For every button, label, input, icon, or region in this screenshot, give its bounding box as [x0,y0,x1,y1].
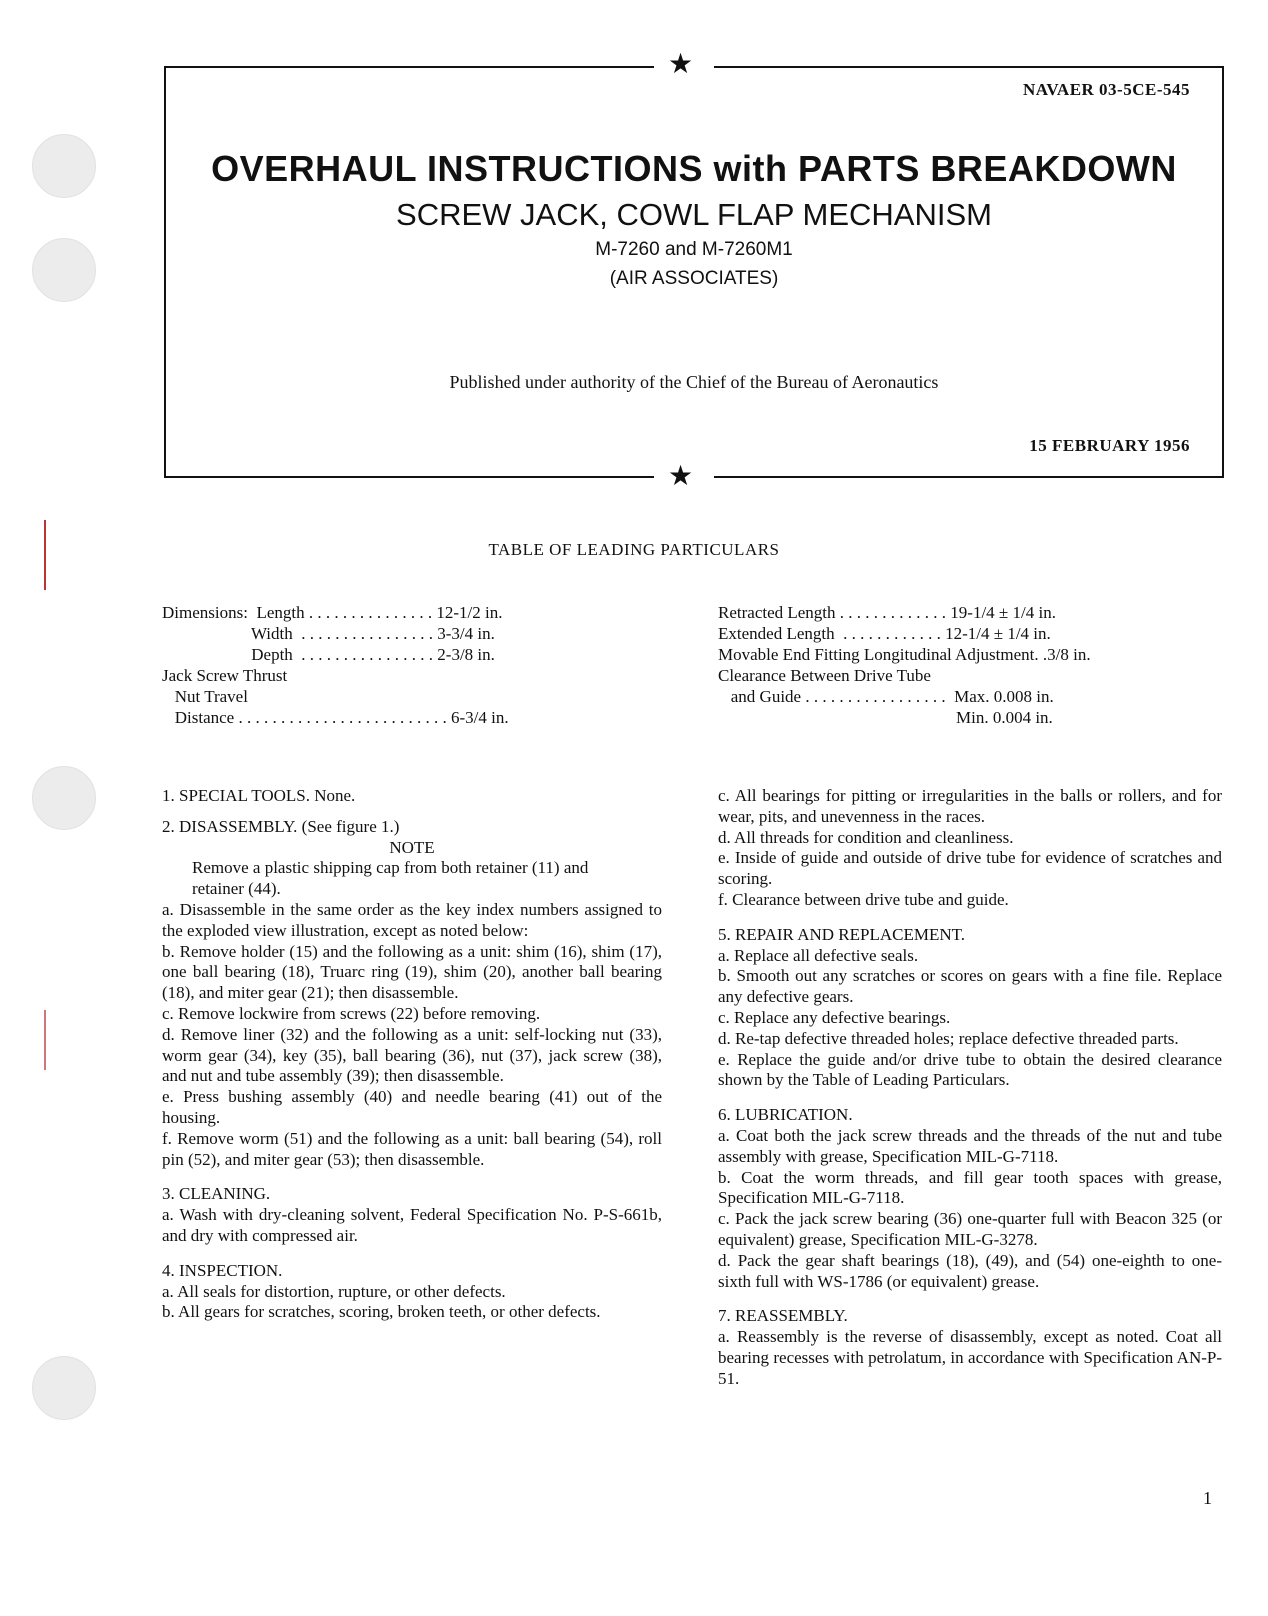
particular-line: and Guide . . . . . . . . . . . . . . . . . Max. 0.008 in. [718,687,1054,706]
star-icon: ★ [668,47,694,80]
particular-line: Clearance Between Drive Tube [718,666,931,685]
paragraph: b. Smooth out any scratches or scores on gears with a fine file. Replace any defective gears. [718,966,1222,1007]
page-subtitle: SCREW JACK, COWL FLAP MECHANISM [396,197,992,232]
paragraph: e. Press bushing assembly (40) and needle bearing (41) out of the housing. [162,1087,662,1127]
star-icon: ★ [668,459,694,492]
section-heading: 1. SPECIAL TOOLS. None. [162,786,356,805]
paragraph: c. Replace any defective bearings. [718,1007,951,1027]
particular-line: Nut Travel [162,687,248,706]
section-heading: 6. LUBRICATION. [718,1105,853,1125]
paragraph: e. Inside of guide and outside of drive tube for evidence of scratches and scoring. [718,848,1222,889]
paragraph: a. Reassembly is the reverse of disassembly, except as noted. Coat all bearing recesses with petrolatum, in accordance with Specification AN-P-51. [718,1327,1222,1388]
binder-hole-2 [32,238,96,302]
particular-line: Dimensions: Length . . . . . . . . . . . . . . . 12-1/2 in. [162,603,503,622]
paragraph: d. All threads for condition and cleanliness. [718,827,1014,847]
right-column [718,786,1222,1390]
authority-statement: Published under authority of the Chief of the Bureau of Aeronautics [449,372,939,392]
paragraph: d. Pack the gear shaft bearings (18), (49), and (54) one-eighth to one-sixth full with WS-1786 (or equivalent) grease. [718,1250,1222,1291]
section-heading: 4. INSPECTION. [162,1260,283,1280]
margin-mark [44,1010,46,1070]
binder-hole-1 [32,134,96,198]
note-text: Remove a plastic shipping cap from both retainer (11) and retainer (44). [192,858,589,899]
paragraph: a. Disassemble in the same order as the key index numbers assigned to the exploded view illustration, except as noted below: [162,899,662,940]
publication-date: 15 FEBRUARY 1956 [1029,436,1190,455]
paragraph: c. Remove lockwire from screws (22) before removing. [162,1003,541,1023]
paragraph: c. All bearings for pitting or irregularities in the balls or rollers, and for wear, pits, and unevenness in the races. [718,786,1222,826]
particular-line: Jack Screw Thrust [162,666,288,685]
particular-line: Depth . . . . . . . . . . . . . . . . 2-3/8 in. [162,645,495,664]
paragraph: d. Re-tap defective threaded holes; replace defective threaded parts. [718,1028,1179,1048]
particular-line: Min. 0.004 in. [718,708,1053,727]
paragraph: a. All seals for distortion, rupture, or other defects. [162,1281,506,1301]
binder-hole-3 [32,766,96,830]
paragraph: d. Remove liner (32) and the following as a unit: self-locking nut (33), worm gear (34), key (35), ball bearing (36), nut (37), jack screw (38), and nut and tube assembly (39); then disassemble. [162,1024,662,1086]
particular-line: Distance . . . . . . . . . . . . . . . . . . . . . . . . . 6-3/4 in. [162,708,509,727]
paragraph: b. Remove holder (15) and the following as a unit: shim (16), shim (17), one ball bearing (18), Truarc ring (19), shim (20), another ball bearing (18), and miter gear (21); then disassemble. [162,941,662,1003]
note-title: NOTE [389,837,435,857]
paragraph: f. Clearance between drive tube and guide. [718,889,1009,909]
paragraph: c. Pack the jack screw bearing (36) one-quarter full with Beacon 325 (or equivalent) grease, Specification MIL-G-3278. [718,1209,1222,1249]
paragraph: e. Replace the guide and/or drive tube to obtain the desired clearance shown by the Table of Leading Particulars. [718,1049,1222,1090]
document-number: NAVAER 03-5CE-545 [1022,80,1190,99]
paragraph: a. Wash with dry-cleaning solvent, Federal Specification No. P-S-661b, and dry with compressed air. [162,1205,662,1245]
manufacturer: (AIR ASSOCIATES) [609,268,779,289]
page-title: OVERHAUL INSTRUCTIONS with PARTS BREAKDOWN [211,148,1177,189]
particular-line: Width . . . . . . . . . . . . . . . . 3-3/4 in. [162,624,495,643]
paragraph: a. Replace all defective seals. [718,945,919,965]
particular-line: Extended Length . . . . . . . . . . . . 12-1/4 ± 1/4 in. [718,624,1051,643]
section-heading: 5. REPAIR AND REPLACEMENT. [718,924,965,944]
paragraph: b. Coat the worm threads, and fill gear tooth spaces with grease, Specification MIL-G-7118. [718,1167,1222,1208]
binder-hole-4 [32,1356,96,1420]
particular-line: Movable End Fitting Longitudinal Adjustment. .3/8 in. [718,645,1091,664]
model-numbers: M-7260 and M-7260M1 [595,239,793,260]
page-number: 1 [1203,1488,1212,1508]
particulars-title: TABLE OF LEADING PARTICULARS [488,540,780,559]
section-heading: 3. CLEANING. [162,1184,271,1204]
section-heading: 2. DISASSEMBLY. (See figure 1.) [162,816,400,836]
section-heading: 7. REASSEMBLY. [718,1306,848,1326]
paragraph: b. All gears for scratches, scoring, broken teeth, or other defects. [162,1302,601,1322]
left-column [162,786,662,1323]
paragraph: f. Remove worm (51) and the following as a unit: ball bearing (54), roll pin (52), and miter gear (53); then disassemble. [162,1128,662,1169]
particular-line: Retracted Length . . . . . . . . . . . . . 19-1/4 ± 1/4 in. [718,603,1056,622]
paragraph: a. Coat both the jack screw threads and the threads of the nut and tube assembly with grease, Specification MIL-G-7118. [718,1125,1222,1166]
